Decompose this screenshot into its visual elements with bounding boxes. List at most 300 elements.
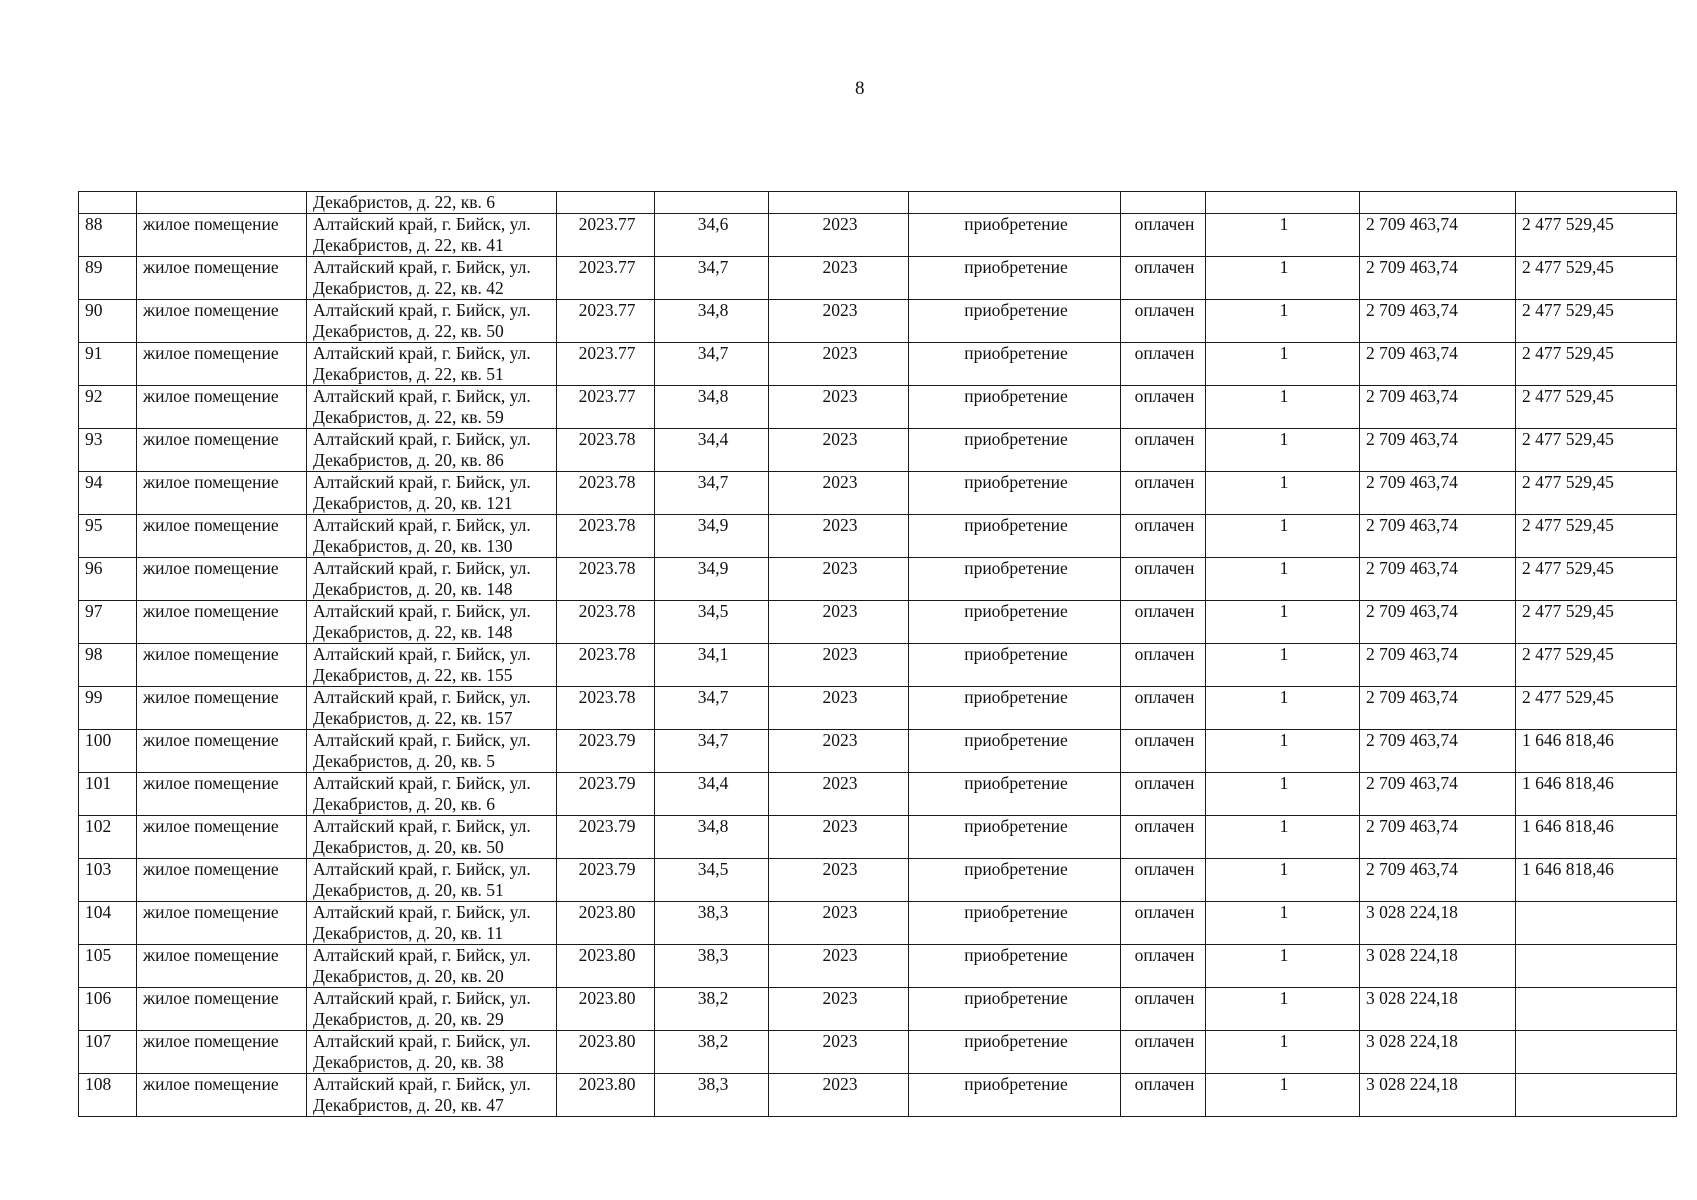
cell-amount-2: 2 477 529,45 bbox=[1516, 214, 1677, 257]
cell-status: оплачен bbox=[1121, 214, 1206, 257]
cell-qty: 1 bbox=[1206, 730, 1360, 773]
cell-code: 2023.78 bbox=[557, 644, 655, 687]
address-line-1: Алтайский край, г. Бийск, ул. bbox=[313, 816, 531, 836]
cell-amount-2: 1 646 818,46 bbox=[1516, 859, 1677, 902]
cell-area: 34,8 bbox=[655, 816, 769, 859]
address-line-2: Декабристов, д. 20, кв. 148 bbox=[313, 579, 513, 599]
cell-num: 107 bbox=[79, 1031, 137, 1074]
cell-method: приобретение bbox=[909, 300, 1121, 343]
cell-amount-2: 2 477 529,45 bbox=[1516, 429, 1677, 472]
table-row bbox=[79, 429, 1677, 472]
address-line-2: Декабристов, д. 20, кв. 121 bbox=[313, 493, 513, 513]
cell-method: приобретение bbox=[909, 773, 1121, 816]
address-line-2: Декабристов, д. 20, кв. 11 bbox=[313, 923, 504, 943]
cell-year: 2023 bbox=[769, 687, 909, 730]
cell-amount-1: 2 709 463,74 bbox=[1360, 816, 1516, 859]
cell-address bbox=[307, 300, 557, 343]
cell-address bbox=[307, 1031, 557, 1074]
cell-amount-2: 1 646 818,46 bbox=[1516, 816, 1677, 859]
cell-address bbox=[307, 472, 557, 515]
cell-status: оплачен bbox=[1121, 816, 1206, 859]
cell-type: жилое помещение bbox=[137, 386, 307, 429]
cell-year: 2023 bbox=[769, 300, 909, 343]
cell-address: Декабристов, д. 22, кв. 6 bbox=[307, 192, 557, 214]
address-line-2: Декабристов, д. 22, кв. 51 bbox=[313, 364, 504, 384]
cell-qty: 1 bbox=[1206, 472, 1360, 515]
address-line-1: Алтайский край, г. Бийск, ул. bbox=[313, 300, 531, 320]
continuation-row bbox=[79, 192, 1677, 214]
cell-status: оплачен bbox=[1121, 945, 1206, 988]
address-line-2: Декабристов, д. 20, кв. 6 bbox=[313, 794, 496, 814]
cell-amount-2: 2 477 529,45 bbox=[1516, 601, 1677, 644]
cell-num: 108 bbox=[79, 1074, 137, 1117]
cell-amount-1: 2 709 463,74 bbox=[1360, 429, 1516, 472]
cell-code: 2023.78 bbox=[557, 601, 655, 644]
cell-amount-2: 2 477 529,45 bbox=[1516, 558, 1677, 601]
cell-method: приобретение bbox=[909, 859, 1121, 902]
cell-type: жилое помещение bbox=[137, 472, 307, 515]
cell-code: 2023.80 bbox=[557, 1031, 655, 1074]
cell-amount-1: 3 028 224,18 bbox=[1360, 988, 1516, 1031]
cell-area bbox=[655, 192, 769, 214]
address-line-1: Алтайский край, г. Бийск, ул. bbox=[313, 601, 531, 621]
cell-address bbox=[307, 601, 557, 644]
cell-num: 97 bbox=[79, 601, 137, 644]
cell-amount-2: 1 646 818,46 bbox=[1516, 730, 1677, 773]
cell-num: 99 bbox=[79, 687, 137, 730]
cell-qty: 1 bbox=[1206, 386, 1360, 429]
cell-year: 2023 bbox=[769, 773, 909, 816]
cell-num bbox=[79, 192, 137, 214]
cell-status: оплачен bbox=[1121, 1074, 1206, 1117]
cell-code: 2023.77 bbox=[557, 386, 655, 429]
cell-code: 2023.80 bbox=[557, 945, 655, 988]
cell-qty: 1 bbox=[1206, 902, 1360, 945]
cell-qty: 1 bbox=[1206, 1031, 1360, 1074]
table-row bbox=[79, 214, 1677, 257]
cell-code: 2023.78 bbox=[557, 558, 655, 601]
table-row bbox=[79, 687, 1677, 730]
cell-status: оплачен bbox=[1121, 1031, 1206, 1074]
cell-area: 38,2 bbox=[655, 988, 769, 1031]
address-line-1: Алтайский край, г. Бийск, ул. bbox=[313, 386, 531, 406]
cell-amount-2 bbox=[1516, 1074, 1677, 1117]
cell-qty bbox=[1206, 192, 1360, 214]
cell-amount-1: 2 709 463,74 bbox=[1360, 300, 1516, 343]
cell-area: 34,6 bbox=[655, 214, 769, 257]
cell-method: приобретение bbox=[909, 515, 1121, 558]
cell-method: приобретение bbox=[909, 472, 1121, 515]
address-line-2: Декабристов, д. 22, кв. 155 bbox=[313, 665, 513, 685]
cell-amount-1: 3 028 224,18 bbox=[1360, 945, 1516, 988]
cell-type: жилое помещение bbox=[137, 1074, 307, 1117]
cell-area: 34,7 bbox=[655, 730, 769, 773]
cell-method: приобретение bbox=[909, 687, 1121, 730]
cell-num: 105 bbox=[79, 945, 137, 988]
cell-num: 104 bbox=[79, 902, 137, 945]
cell-qty: 1 bbox=[1206, 257, 1360, 300]
cell-amount-1: 2 709 463,74 bbox=[1360, 558, 1516, 601]
cell-status: оплачен bbox=[1121, 386, 1206, 429]
cell-status: оплачен bbox=[1121, 773, 1206, 816]
cell-area: 34,7 bbox=[655, 343, 769, 386]
cell-status: оплачен bbox=[1121, 429, 1206, 472]
cell-area: 34,8 bbox=[655, 386, 769, 429]
cell-address bbox=[307, 945, 557, 988]
cell-address bbox=[307, 515, 557, 558]
cell-qty: 1 bbox=[1206, 429, 1360, 472]
cell-qty: 1 bbox=[1206, 558, 1360, 601]
cell-area: 34,1 bbox=[655, 644, 769, 687]
cell-status: оплачен bbox=[1121, 472, 1206, 515]
address-line-1: Алтайский край, г. Бийск, ул. bbox=[313, 1074, 531, 1094]
address-line-1: Алтайский край, г. Бийск, ул. bbox=[313, 902, 531, 922]
cell-area: 34,7 bbox=[655, 687, 769, 730]
cell-address bbox=[307, 902, 557, 945]
cell-code: 2023.77 bbox=[557, 257, 655, 300]
address-line-2: Декабристов, д. 20, кв. 29 bbox=[313, 1009, 504, 1029]
cell-code: 2023.79 bbox=[557, 859, 655, 902]
table-row bbox=[79, 601, 1677, 644]
address-line-2: Декабристов, д. 20, кв. 47 bbox=[313, 1095, 504, 1115]
table-row bbox=[79, 558, 1677, 601]
address-line-2: Декабристов, д. 20, кв. 38 bbox=[313, 1052, 504, 1072]
cell-code: 2023.79 bbox=[557, 773, 655, 816]
cell-area: 34,9 bbox=[655, 515, 769, 558]
address-line-1: Алтайский край, г. Бийск, ул. bbox=[313, 988, 531, 1008]
address-line-2: Декабристов, д. 22, кв. 157 bbox=[313, 708, 513, 728]
cell-type: жилое помещение bbox=[137, 601, 307, 644]
cell-amount-1: 2 709 463,74 bbox=[1360, 343, 1516, 386]
cell-qty: 1 bbox=[1206, 214, 1360, 257]
address-line-2: Декабристов, д. 22, кв. 59 bbox=[313, 407, 504, 427]
cell-method: приобретение bbox=[909, 257, 1121, 300]
cell-qty: 1 bbox=[1206, 1074, 1360, 1117]
address-line-1: Алтайский край, г. Бийск, ул. bbox=[313, 257, 531, 277]
cell-area: 34,8 bbox=[655, 300, 769, 343]
cell-type: жилое помещение bbox=[137, 687, 307, 730]
cell-num: 91 bbox=[79, 343, 137, 386]
cell-method: приобретение bbox=[909, 1074, 1121, 1117]
cell-amount-2 bbox=[1516, 192, 1677, 214]
table-row bbox=[79, 859, 1677, 902]
cell-year: 2023 bbox=[769, 730, 909, 773]
address-line-1: Алтайский край, г. Бийск, ул. bbox=[313, 558, 531, 578]
cell-year: 2023 bbox=[769, 429, 909, 472]
cell-amount-2: 2 477 529,45 bbox=[1516, 257, 1677, 300]
cell-method bbox=[909, 192, 1121, 214]
cell-area: 34,4 bbox=[655, 773, 769, 816]
cell-amount-2 bbox=[1516, 1031, 1677, 1074]
cell-method: приобретение bbox=[909, 902, 1121, 945]
cell-year: 2023 bbox=[769, 1031, 909, 1074]
cell-amount-2: 2 477 529,45 bbox=[1516, 472, 1677, 515]
cell-qty: 1 bbox=[1206, 687, 1360, 730]
cell-year: 2023 bbox=[769, 257, 909, 300]
cell-code: 2023.80 bbox=[557, 1074, 655, 1117]
cell-status bbox=[1121, 192, 1206, 214]
cell-amount-1: 2 709 463,74 bbox=[1360, 601, 1516, 644]
cell-type: жилое помещение bbox=[137, 343, 307, 386]
address-line-1: Алтайский край, г. Бийск, ул. bbox=[313, 644, 531, 664]
cell-type: жилое помещение bbox=[137, 730, 307, 773]
cell-qty: 1 bbox=[1206, 644, 1360, 687]
cell-status: оплачен bbox=[1121, 515, 1206, 558]
address-line-1: Алтайский край, г. Бийск, ул. bbox=[313, 214, 531, 234]
address-line-2: Декабристов, д. 20, кв. 86 bbox=[313, 450, 504, 470]
cell-amount-1: 2 709 463,74 bbox=[1360, 730, 1516, 773]
cell-type: жилое помещение bbox=[137, 773, 307, 816]
cell-area: 34,9 bbox=[655, 558, 769, 601]
address-line-2: Декабристов, д. 20, кв. 51 bbox=[313, 880, 504, 900]
cell-year: 2023 bbox=[769, 343, 909, 386]
cell-status: оплачен bbox=[1121, 257, 1206, 300]
address-line-1: Алтайский край, г. Бийск, ул. bbox=[313, 1031, 531, 1051]
cell-amount-2: 2 477 529,45 bbox=[1516, 515, 1677, 558]
cell-type: жилое помещение bbox=[137, 945, 307, 988]
cell-code: 2023.77 bbox=[557, 343, 655, 386]
page-number: 8 bbox=[855, 78, 865, 99]
table-row bbox=[79, 515, 1677, 558]
cell-year: 2023 bbox=[769, 515, 909, 558]
cell-year: 2023 bbox=[769, 945, 909, 988]
cell-method: приобретение bbox=[909, 644, 1121, 687]
cell-amount-1: 2 709 463,74 bbox=[1360, 472, 1516, 515]
cell-year: 2023 bbox=[769, 558, 909, 601]
cell-type: жилое помещение bbox=[137, 859, 307, 902]
table-row bbox=[79, 730, 1677, 773]
cell-area: 34,5 bbox=[655, 859, 769, 902]
cell-status: оплачен bbox=[1121, 687, 1206, 730]
cell-amount-1: 3 028 224,18 bbox=[1360, 902, 1516, 945]
address-line-1: Алтайский край, г. Бийск, ул. bbox=[313, 945, 531, 965]
table-row bbox=[79, 300, 1677, 343]
cell-code: 2023.80 bbox=[557, 988, 655, 1031]
cell-qty: 1 bbox=[1206, 859, 1360, 902]
cell-code: 2023.78 bbox=[557, 515, 655, 558]
table-row bbox=[79, 1074, 1677, 1117]
cell-area: 34,7 bbox=[655, 257, 769, 300]
cell-method: приобретение bbox=[909, 816, 1121, 859]
table-row bbox=[79, 644, 1677, 687]
cell-amount-1: 2 709 463,74 bbox=[1360, 515, 1516, 558]
table-row bbox=[79, 1031, 1677, 1074]
cell-code: 2023.79 bbox=[557, 816, 655, 859]
cell-status: оплачен bbox=[1121, 343, 1206, 386]
cell-type: жилое помещение bbox=[137, 558, 307, 601]
cell-amount-2: 2 477 529,45 bbox=[1516, 343, 1677, 386]
cell-area: 38,3 bbox=[655, 902, 769, 945]
cell-code: 2023.77 bbox=[557, 214, 655, 257]
cell-method: приобретение bbox=[909, 601, 1121, 644]
cell-method: приобретение bbox=[909, 945, 1121, 988]
cell-year bbox=[769, 192, 909, 214]
cell-address bbox=[307, 773, 557, 816]
cell-qty: 1 bbox=[1206, 945, 1360, 988]
cell-type: жилое помещение bbox=[137, 429, 307, 472]
cell-status: оплачен bbox=[1121, 300, 1206, 343]
cell-status: оплачен bbox=[1121, 902, 1206, 945]
cell-num: 102 bbox=[79, 816, 137, 859]
cell-year: 2023 bbox=[769, 816, 909, 859]
cell-type: жилое помещение bbox=[137, 1031, 307, 1074]
table-row bbox=[79, 343, 1677, 386]
cell-address bbox=[307, 988, 557, 1031]
address-line-2: Декабристов, д. 20, кв. 5 bbox=[313, 751, 496, 771]
cell-amount-2: 2 477 529,45 bbox=[1516, 386, 1677, 429]
cell-method: приобретение bbox=[909, 429, 1121, 472]
cell-status: оплачен bbox=[1121, 601, 1206, 644]
address-line-2: Декабристов, д. 22, кв. 42 bbox=[313, 278, 504, 298]
cell-amount-2: 2 477 529,45 bbox=[1516, 300, 1677, 343]
cell-year: 2023 bbox=[769, 1074, 909, 1117]
cell-address bbox=[307, 214, 557, 257]
table-row bbox=[79, 945, 1677, 988]
cell-qty: 1 bbox=[1206, 515, 1360, 558]
cell-type: жилое помещение bbox=[137, 214, 307, 257]
cell-amount-1: 2 709 463,74 bbox=[1360, 386, 1516, 429]
cell-address bbox=[307, 257, 557, 300]
cell-num: 100 bbox=[79, 730, 137, 773]
table-row bbox=[79, 773, 1677, 816]
table-row bbox=[79, 988, 1677, 1031]
cell-year: 2023 bbox=[769, 644, 909, 687]
cell-amount-1: 2 709 463,74 bbox=[1360, 214, 1516, 257]
address-line-1: Алтайский край, г. Бийск, ул. bbox=[313, 429, 531, 449]
cell-amount-2 bbox=[1516, 988, 1677, 1031]
cell-year: 2023 bbox=[769, 472, 909, 515]
cell-area: 34,5 bbox=[655, 601, 769, 644]
cell-year: 2023 bbox=[769, 902, 909, 945]
cell-amount-1: 2 709 463,74 bbox=[1360, 644, 1516, 687]
cell-address bbox=[307, 343, 557, 386]
cell-qty: 1 bbox=[1206, 988, 1360, 1031]
cell-qty: 1 bbox=[1206, 773, 1360, 816]
cell-area: 38,3 bbox=[655, 945, 769, 988]
address-line-1: Алтайский край, г. Бийск, ул. bbox=[313, 687, 531, 707]
address-line-2: Декабристов, д. 20, кв. 20 bbox=[313, 966, 504, 986]
cell-code: 2023.78 bbox=[557, 687, 655, 730]
cell-code: 2023.79 bbox=[557, 730, 655, 773]
cell-amount-2 bbox=[1516, 902, 1677, 945]
address-line-2: Декабристов, д. 20, кв. 50 bbox=[313, 837, 504, 857]
cell-status: оплачен bbox=[1121, 988, 1206, 1031]
cell-amount-2: 2 477 529,45 bbox=[1516, 687, 1677, 730]
cell-year: 2023 bbox=[769, 214, 909, 257]
cell-year: 2023 bbox=[769, 601, 909, 644]
cell-type bbox=[137, 192, 307, 214]
cell-num: 106 bbox=[79, 988, 137, 1031]
cell-method: приобретение bbox=[909, 1031, 1121, 1074]
cell-address bbox=[307, 644, 557, 687]
cell-code: 2023.78 bbox=[557, 429, 655, 472]
cell-area: 38,3 bbox=[655, 1074, 769, 1117]
cell-amount-1: 2 709 463,74 bbox=[1360, 687, 1516, 730]
cell-address bbox=[307, 1074, 557, 1117]
cell-method: приобретение bbox=[909, 214, 1121, 257]
cell-address bbox=[307, 687, 557, 730]
cell-method: приобретение bbox=[909, 558, 1121, 601]
address-line-1: Алтайский край, г. Бийск, ул. bbox=[313, 515, 531, 535]
cell-area: 34,7 bbox=[655, 472, 769, 515]
cell-num: 90 bbox=[79, 300, 137, 343]
cell-address bbox=[307, 429, 557, 472]
cell-num: 88 bbox=[79, 214, 137, 257]
cell-amount-1: 3 028 224,18 bbox=[1360, 1031, 1516, 1074]
table-row bbox=[79, 816, 1677, 859]
cell-code: 2023.80 bbox=[557, 902, 655, 945]
address-line-2: Декабристов, д. 20, кв. 130 bbox=[313, 536, 513, 556]
cell-type: жилое помещение bbox=[137, 816, 307, 859]
cell-area: 34,4 bbox=[655, 429, 769, 472]
address-line-1: Алтайский край, г. Бийск, ул. bbox=[313, 773, 531, 793]
cell-address bbox=[307, 386, 557, 429]
cell-method: приобретение bbox=[909, 988, 1121, 1031]
cell-amount-1 bbox=[1360, 192, 1516, 214]
cell-code: 2023.78 bbox=[557, 472, 655, 515]
cell-method: приобретение bbox=[909, 386, 1121, 429]
address-line-2: Декабристов, д. 22, кв. 148 bbox=[313, 622, 513, 642]
table-row bbox=[79, 386, 1677, 429]
cell-address bbox=[307, 730, 557, 773]
cell-address bbox=[307, 558, 557, 601]
cell-num: 98 bbox=[79, 644, 137, 687]
cell-amount-1: 3 028 224,18 bbox=[1360, 1074, 1516, 1117]
cell-num: 103 bbox=[79, 859, 137, 902]
cell-address bbox=[307, 859, 557, 902]
cell-method: приобретение bbox=[909, 730, 1121, 773]
property-table bbox=[78, 191, 1677, 1117]
cell-type: жилое помещение bbox=[137, 644, 307, 687]
cell-num: 94 bbox=[79, 472, 137, 515]
cell-num: 89 bbox=[79, 257, 137, 300]
address-line-1: Алтайский край, г. Бийск, ул. bbox=[313, 730, 531, 750]
cell-status: оплачен bbox=[1121, 558, 1206, 601]
cell-type: жилое помещение bbox=[137, 300, 307, 343]
cell-num: 101 bbox=[79, 773, 137, 816]
cell-num: 92 bbox=[79, 386, 137, 429]
cell-amount-2: 1 646 818,46 bbox=[1516, 773, 1677, 816]
cell-type: жилое помещение bbox=[137, 988, 307, 1031]
cell-area: 38,2 bbox=[655, 1031, 769, 1074]
cell-num: 95 bbox=[79, 515, 137, 558]
address-line-1: Алтайский край, г. Бийск, ул. bbox=[313, 343, 531, 363]
cell-year: 2023 bbox=[769, 386, 909, 429]
cell-status: оплачен bbox=[1121, 859, 1206, 902]
cell-amount-1: 2 709 463,74 bbox=[1360, 859, 1516, 902]
cell-type: жилое помещение bbox=[137, 257, 307, 300]
cell-status: оплачен bbox=[1121, 730, 1206, 773]
cell-qty: 1 bbox=[1206, 601, 1360, 644]
table-row bbox=[79, 902, 1677, 945]
table-row bbox=[79, 257, 1677, 300]
cell-code: 2023.77 bbox=[557, 300, 655, 343]
address-line-2: Декабристов, д. 22, кв. 41 bbox=[313, 235, 504, 255]
cell-qty: 1 bbox=[1206, 816, 1360, 859]
address-line-1: Алтайский край, г. Бийск, ул. bbox=[313, 472, 531, 492]
cell-year: 2023 bbox=[769, 859, 909, 902]
cell-qty: 1 bbox=[1206, 343, 1360, 386]
address-line-2: Декабристов, д. 22, кв. 50 bbox=[313, 321, 504, 341]
cell-num: 93 bbox=[79, 429, 137, 472]
cell-code bbox=[557, 192, 655, 214]
cell-qty: 1 bbox=[1206, 300, 1360, 343]
cell-amount-1: 2 709 463,74 bbox=[1360, 773, 1516, 816]
cell-amount-1: 2 709 463,74 bbox=[1360, 257, 1516, 300]
cell-amount-2 bbox=[1516, 945, 1677, 988]
cell-address bbox=[307, 816, 557, 859]
cell-method: приобретение bbox=[909, 343, 1121, 386]
